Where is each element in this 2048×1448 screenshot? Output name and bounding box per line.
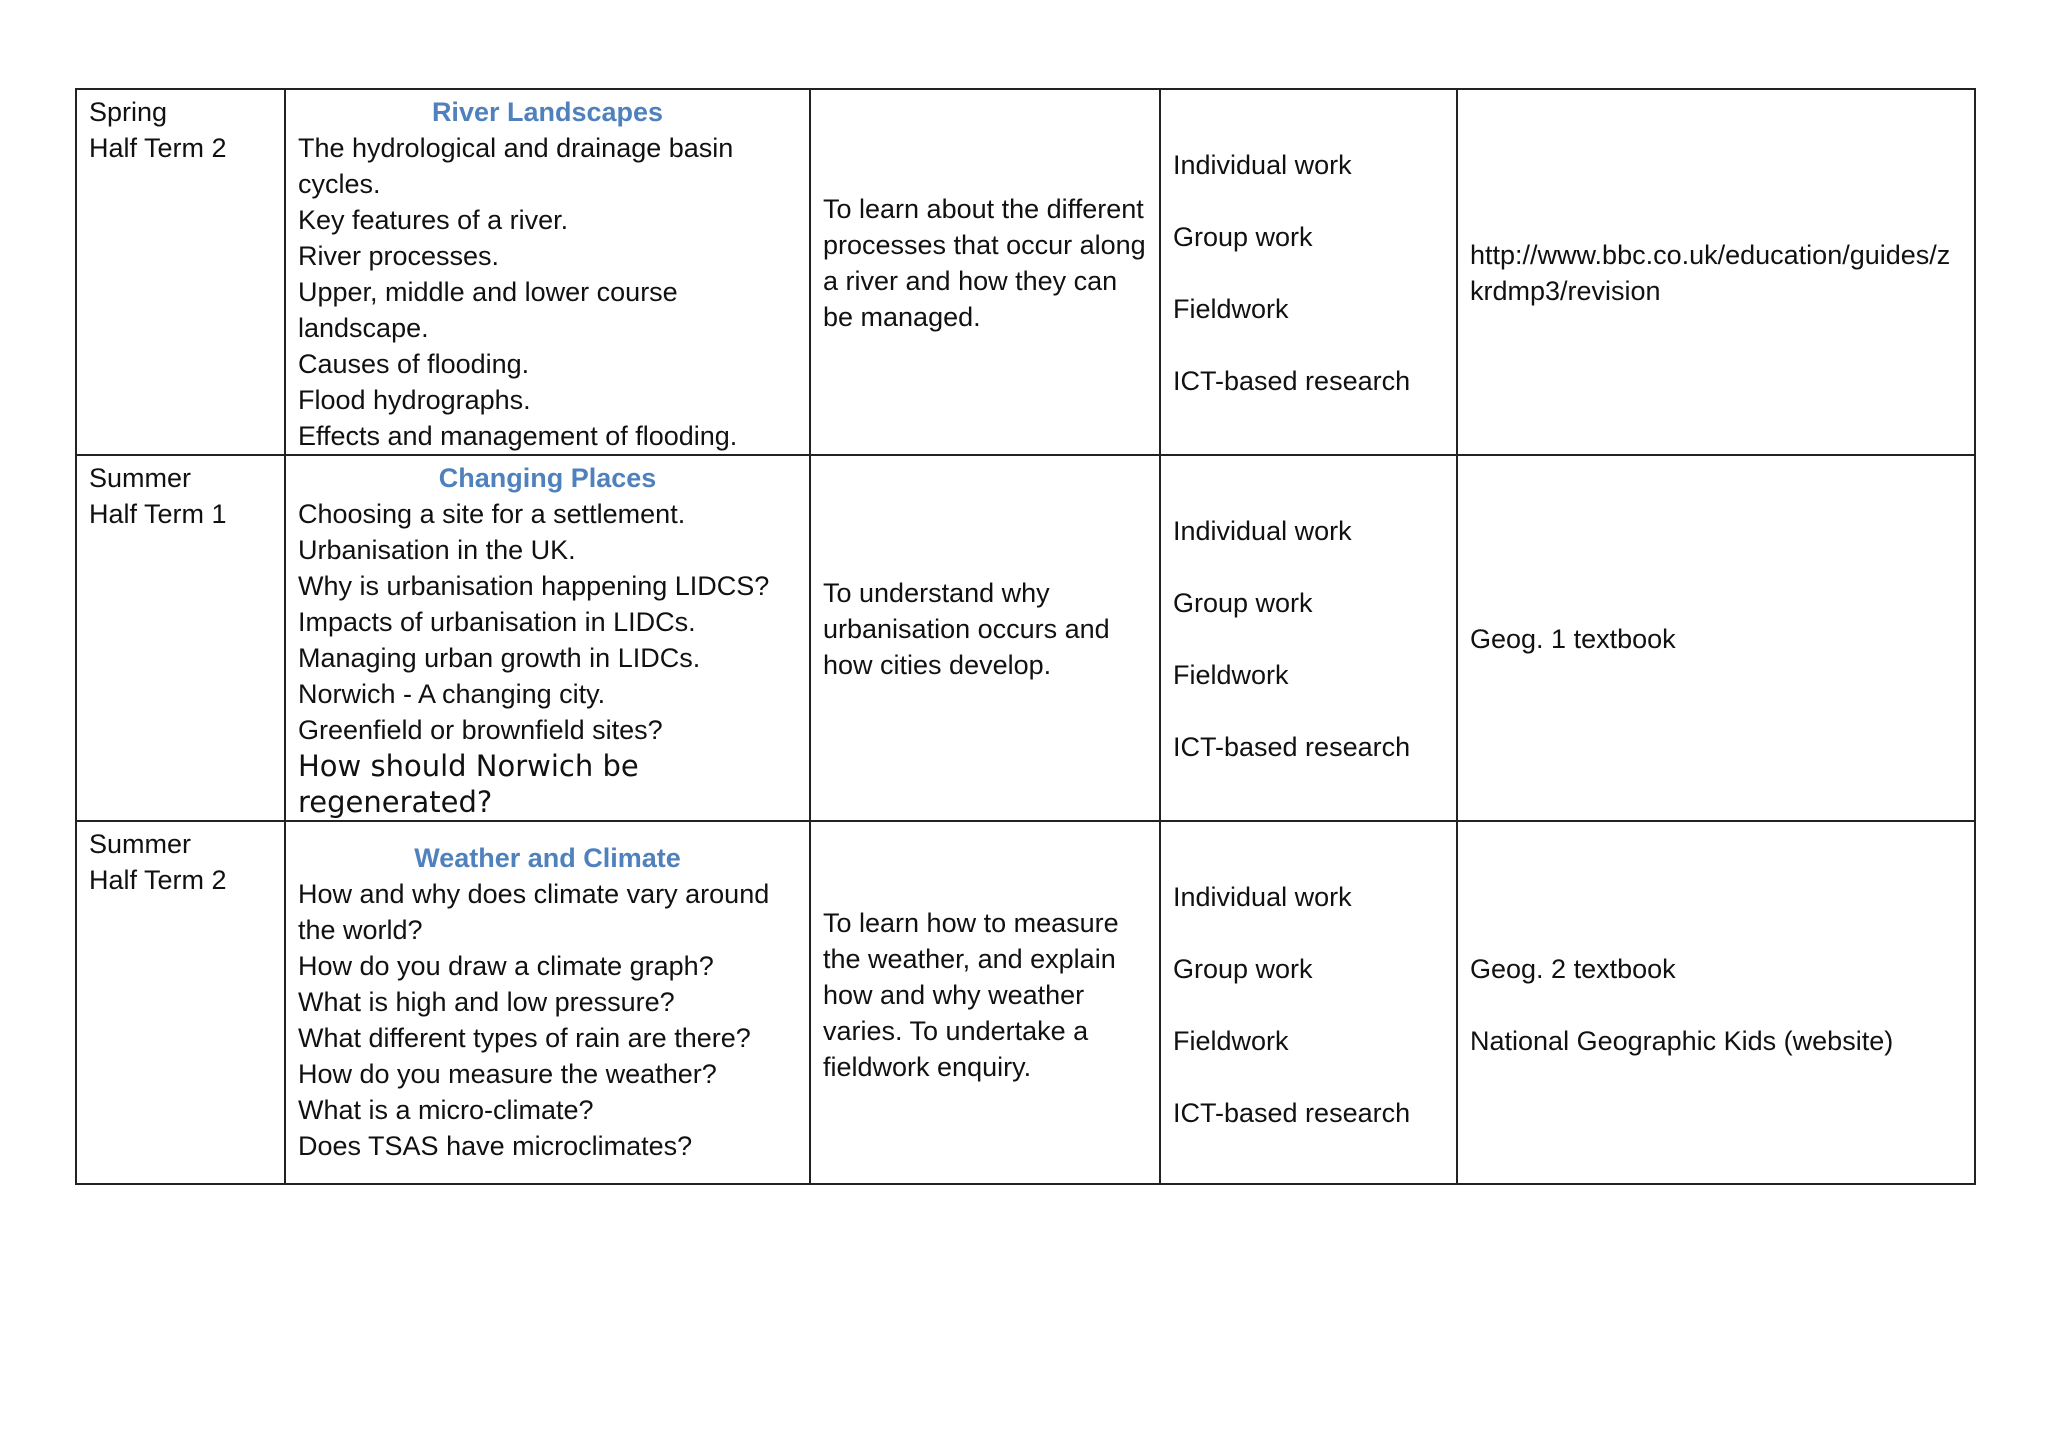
term-cell bbox=[76, 455, 285, 821]
table-row bbox=[76, 89, 1975, 455]
aim-cell bbox=[810, 455, 1160, 821]
resource-link[interactable]: http://www.bbc.co.uk/education/guides/zkrdmp3/revision bbox=[1470, 239, 1951, 306]
topic-line: Why is urbanisation happening LIDCS? bbox=[298, 571, 770, 601]
topic-line: What different types of rain are there? bbox=[298, 1023, 751, 1053]
topic-line: How and why does climate vary around bbox=[298, 879, 770, 909]
topic-line: Causes of flooding. bbox=[298, 349, 530, 379]
method-cell bbox=[1160, 821, 1457, 1184]
method-item: ICT-based research bbox=[1173, 731, 1411, 762]
topic-line: How do you draw a climate graph? bbox=[298, 951, 714, 981]
term-season: Spring bbox=[89, 97, 168, 127]
method-item: Group work bbox=[1173, 953, 1313, 984]
topic-line: River processes. bbox=[298, 241, 500, 271]
method-cell bbox=[1160, 89, 1457, 455]
resource-item: Geog. 1 textbook bbox=[1470, 623, 1676, 654]
method-cell bbox=[1160, 455, 1457, 821]
topic-line: How should Norwich be bbox=[298, 749, 639, 783]
aim-text: To understand why urbanisation occurs and how cities develop. bbox=[823, 577, 1110, 680]
aim-text: To learn how to measure the weather, and explain how and why weather varies. To undertake a fieldwork enquiry. bbox=[823, 907, 1119, 1082]
method-item: ICT-based research bbox=[1173, 365, 1411, 396]
method-item: ICT-based research bbox=[1173, 1097, 1411, 1128]
method-item: Fieldwork bbox=[1173, 293, 1289, 324]
topic-line: cycles. bbox=[298, 169, 381, 199]
topic-line: How do you measure the weather? bbox=[298, 1059, 717, 1089]
topic-line: Does TSAS have microclimates? bbox=[298, 1131, 693, 1161]
topic-line: regenerated? bbox=[298, 785, 493, 819]
topic-line: Upper, middle and lower course bbox=[298, 277, 678, 307]
topic-cell bbox=[285, 821, 810, 1184]
topic-line: Key features of a river. bbox=[298, 205, 569, 235]
aim-text: To learn about the different processes that occur along a river and how they can be managed. bbox=[823, 193, 1146, 332]
method-item: Group work bbox=[1173, 587, 1313, 618]
term-half: Half Term 2 bbox=[89, 865, 227, 895]
scheme-of-work-table bbox=[75, 88, 1976, 1185]
topic-cell bbox=[285, 455, 810, 821]
method-item: Individual work bbox=[1173, 149, 1352, 180]
topic-line: Urbanisation in the UK. bbox=[298, 535, 576, 565]
topic-line: the world? bbox=[298, 915, 423, 945]
topic-line: Norwich - A changing city. bbox=[298, 679, 606, 709]
resource-item: Geog. 2 textbook bbox=[1470, 953, 1676, 984]
method-item: Individual work bbox=[1173, 881, 1352, 912]
aim-cell bbox=[810, 89, 1160, 455]
aim-cell bbox=[810, 821, 1160, 1184]
resource-cell bbox=[1457, 821, 1975, 1184]
method-item: Fieldwork bbox=[1173, 659, 1289, 690]
topic-line: Effects and management of flooding. bbox=[298, 421, 738, 451]
topic-line: What is a micro-climate? bbox=[298, 1095, 594, 1125]
table-row bbox=[76, 455, 1975, 821]
term-cell bbox=[76, 89, 285, 455]
term-cell bbox=[76, 821, 285, 1184]
term-half: Half Term 1 bbox=[89, 499, 227, 529]
topic-line: The hydrological and drainage basin bbox=[298, 133, 734, 163]
term-season: Summer bbox=[89, 463, 192, 493]
resource-cell bbox=[1457, 89, 1975, 455]
method-item: Fieldwork bbox=[1173, 1025, 1289, 1056]
topic-line: Impacts of urbanisation in LIDCs. bbox=[298, 607, 696, 637]
topic-title: Weather and Climate bbox=[414, 843, 681, 873]
topic-title: Changing Places bbox=[438, 463, 657, 493]
topic-title: River Landscapes bbox=[431, 97, 664, 127]
term-season: Summer bbox=[89, 829, 192, 859]
topic-line: What is high and low pressure? bbox=[298, 987, 675, 1017]
method-item: Individual work bbox=[1173, 515, 1352, 546]
topic-line: Flood hydrographs. bbox=[298, 385, 531, 415]
term-half: Half Term 2 bbox=[89, 133, 227, 163]
table-row bbox=[76, 821, 1975, 1184]
topic-line: Managing urban growth in LIDCs. bbox=[298, 643, 701, 673]
topic-line: Greenfield or brownfield sites? bbox=[298, 715, 663, 745]
topic-line: Choosing a site for a settlement. bbox=[298, 499, 686, 529]
resource-cell bbox=[1457, 455, 1975, 821]
topic-line: landscape. bbox=[298, 313, 429, 343]
method-item: Group work bbox=[1173, 221, 1313, 252]
resource-item: National Geographic Kids (website) bbox=[1470, 1025, 1894, 1056]
topic-cell bbox=[285, 89, 810, 455]
